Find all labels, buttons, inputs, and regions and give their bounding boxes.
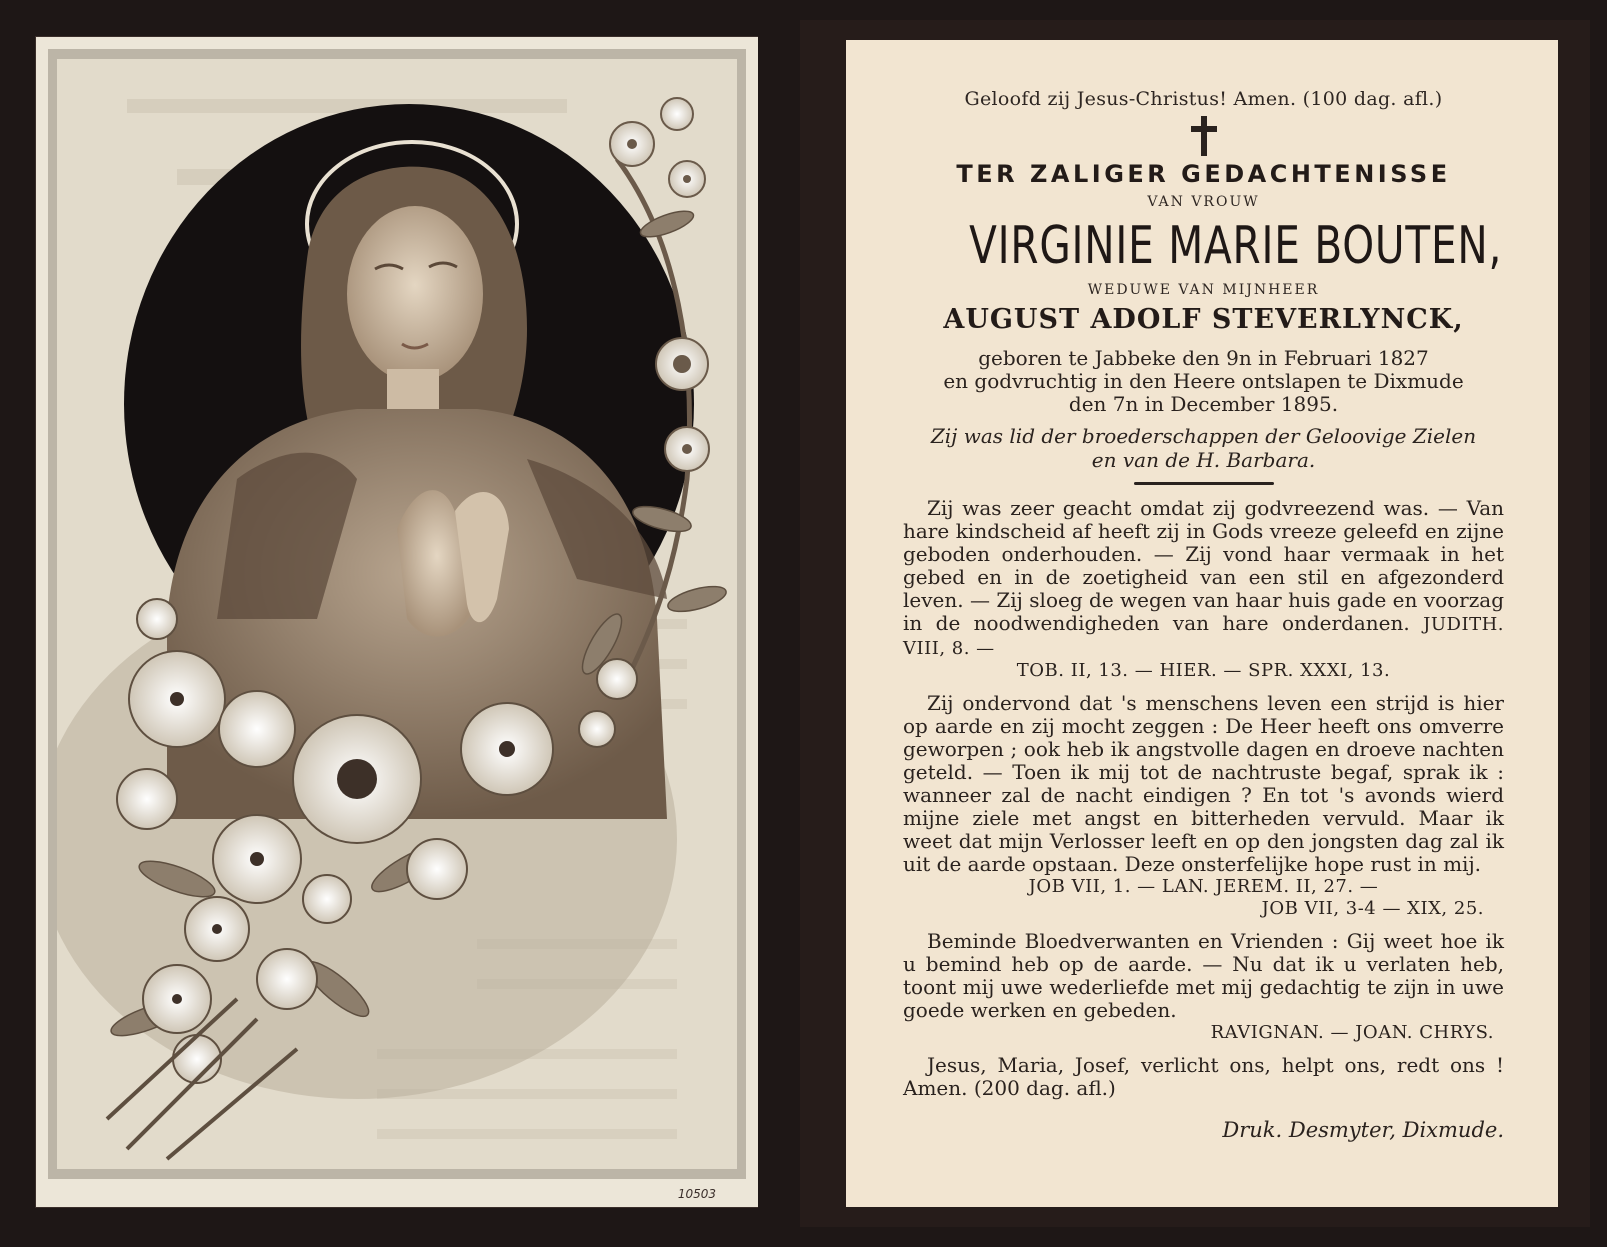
deceased-name: VIRGINIE MARIE BOUTEN, bbox=[969, 216, 1503, 276]
bio-line: geboren te Jabbeke den 9n in Februari 1827 bbox=[978, 346, 1429, 370]
paragraph-virtues bbox=[903, 497, 1504, 660]
widow-line: WEDUWE VAN MIJNHEER bbox=[1087, 282, 1320, 298]
scripture-reference: JUDITH. VIII, 8. — bbox=[903, 614, 1505, 659]
card-number: 10503 bbox=[677, 1187, 716, 1201]
left-card bbox=[36, 37, 758, 1207]
closing-prayer: Jesus, Maria, Josef, verlicht ons, helpt ons, redt ons ! Amen. (200 dag. afl.) bbox=[903, 1053, 1504, 1100]
card-separator bbox=[758, 0, 800, 1247]
scripture-reference: JOB VII, 1. — LAN. JEREM. II, 27. — bbox=[1028, 876, 1379, 897]
confraternity-note bbox=[903, 424, 1504, 472]
scripture-reference: TOB. II, 13. — HIER. — SPR. XXXI, 13. bbox=[1016, 660, 1391, 681]
memorial-text-card bbox=[846, 40, 1558, 1207]
confraternity-line: Zij was lid der broederschappen der Geloovige Zielen bbox=[930, 424, 1477, 448]
right-card bbox=[800, 20, 1590, 1227]
paragraph-text: Zij was zeer geacht omdat zij godvreezend was. — Van hare kindscheid af heeft zij in Gods vreeze geleefd en zijne geboden onderhouden. — Zij vond haar vermaak in het gebed en in de zoetigheid van een stil en afgezonderd leven. — Zij sloeg de wegen van haar huis gade en voorzag in de noodwendigheden van hare onderdanen. bbox=[903, 496, 1504, 635]
memorial-title: TER ZALIGER GEDACHTENISSE bbox=[956, 160, 1451, 188]
paragraph-suffering: Zij ondervond dat 's menschens leven een strijd is hier op aarde en zij mocht zeggen : De Heer heeft ons omverre geworpen ; ook heb ik angstvolle dagen en droeve nachten geteld. — Toen ik mij tot de nachtruste begaf, sprak ik : wanneer zal de nacht eindigen ? En tot 's avonds wierd mijne ziele met angst en bitterheden vervuld. Maar ik weet dat mijn Verlosser leeft en op den jongsten dag zal ik uit de aarde opstaan. Deze onsterfelijke hope rust in mij. bbox=[903, 691, 1504, 876]
van-vrouw-line: VAN VROUW bbox=[1147, 194, 1260, 210]
scripture-reference: RAVIGNAN. — JOAN. CHRYS. bbox=[1210, 1022, 1494, 1043]
biography bbox=[903, 347, 1504, 416]
scripture-reference: JOB VII, 3-4 — XIX, 25. bbox=[1261, 898, 1484, 919]
virgin-mary-illustration bbox=[57, 59, 737, 1169]
husband-name: AUGUST ADOLF STEVERLYNCK, bbox=[943, 304, 1464, 335]
printer-credit: Druk. Desmyter, Dixmude. bbox=[1222, 1118, 1504, 1142]
paragraph-farewell: Beminde Bloedverwanten en Vrienden : Gij weet hoe ik u bemind heb op de aarde. — Nu dat ik u verlaten heb, toont mij uwe wederliefde met mij gedachtig te zijn in uwe goede werken en gebeden. bbox=[903, 929, 1504, 1022]
cross-icon bbox=[903, 116, 1504, 156]
bio-line: den 7n in December 1895. bbox=[1068, 392, 1339, 416]
bio-line: en godvruchtig in den Heere ontslapen te Dixmude bbox=[943, 369, 1464, 393]
header-blessing: Geloofd zij Jesus-Christus! Amen. (100 dag. afl.) bbox=[964, 88, 1443, 110]
decorative-rule bbox=[1134, 482, 1274, 485]
left-card-frame bbox=[48, 49, 746, 1179]
left-card-paper bbox=[57, 59, 737, 1169]
confraternity-line: en van de H. Barbara. bbox=[1091, 448, 1316, 472]
